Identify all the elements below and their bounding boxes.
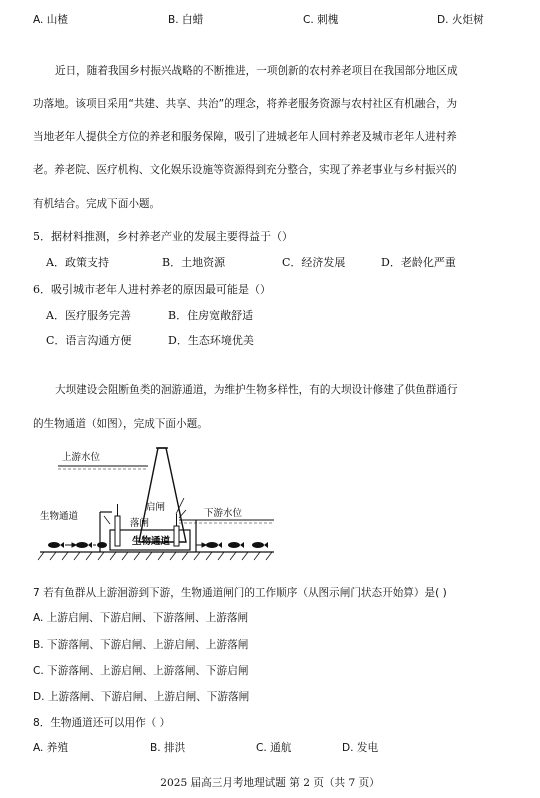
passage-line: 大坝建设会阻断鱼类的洄游通道，为维护生物多样性，有的大坝设计修建了供鱼群通行 bbox=[55, 384, 458, 396]
option-a: A. 上游启闸、下游启闸、下游落闸、上游落闸 bbox=[33, 612, 249, 624]
option-c: C. 下游落闸、上游启闸、上游落闸、下游启闸 bbox=[33, 665, 249, 677]
page-footer: 2025 届高三月考地理试题 第 2 页（共 7 页） bbox=[160, 777, 380, 789]
question-stem: 6．吸引城市老年人进村养老的原因最可能是（） bbox=[33, 283, 271, 296]
option-b: B．土地资源 bbox=[162, 256, 226, 269]
option-d: D．老龄化严重 bbox=[381, 256, 456, 269]
passage-line: 有机结合。完成下面小题。 bbox=[33, 198, 161, 210]
label-channel-inner: 生物通道 bbox=[132, 536, 171, 547]
question-stem: 8．生物通道还可以用作（ ） bbox=[33, 717, 171, 729]
question-stem: 5．据材料推测，乡村养老产业的发展主要得益于（） bbox=[33, 230, 293, 243]
label-open-gate: 启闸 bbox=[146, 502, 166, 513]
option-b: B. 排洪 bbox=[150, 742, 186, 754]
option-c: C．语言沟通方便 bbox=[46, 334, 132, 347]
option-b: B．住房宽敞舒适 bbox=[168, 309, 254, 322]
option-a: A. 山楂 bbox=[33, 14, 68, 26]
question-stem: 7 若有鱼群从上游洄游到下游，生物通道闸门的工作顺序（从图示闸门状态开始算）是( ) bbox=[33, 587, 447, 599]
passage-line: 近日，随着我国乡村振兴战略的不断推进，一项创新的农村养老项目在我国部分地区成 bbox=[55, 65, 458, 77]
riverbed-hatching bbox=[38, 552, 272, 560]
option-d: D．生态环境优美 bbox=[168, 334, 254, 347]
option-d: D. 上游落闸、下游启闸、上游启闸、下游落闸 bbox=[33, 691, 250, 703]
option-a: A. 养殖 bbox=[33, 742, 68, 754]
option-a: A．政策支持 bbox=[46, 256, 109, 269]
option-c: C．经济发展 bbox=[282, 256, 346, 269]
option-c: C. 通航 bbox=[256, 742, 292, 754]
option-b: B. 白蜡 bbox=[168, 14, 204, 26]
option-b: B. 下游落闸、下游启闸、上游启闸、上游落闸 bbox=[33, 639, 249, 651]
upstream-gate bbox=[115, 516, 120, 546]
label-channel: 生物通道 bbox=[40, 511, 79, 522]
label-downstream: 下游水位 bbox=[204, 508, 243, 519]
passage-line: 老。养老院、医疗机构、文化娱乐设施等资源得到充分整合，实现了养老事业与乡村振兴的 bbox=[33, 164, 457, 176]
option-d: D. 火炬树 bbox=[437, 14, 484, 26]
passage-line: 的生物通道（如图），完成下面小题。 bbox=[33, 418, 208, 430]
option-c: C. 刺槐 bbox=[303, 14, 339, 26]
passage-line: 功落地。该项目采用“共建、共享、共治”的理念，将养老服务资源与农村社区有机融合，为 bbox=[33, 98, 458, 110]
option-a: A．医疗服务完善 bbox=[46, 309, 131, 322]
passage-line: 当地老年人提供全方位的养老和服务保障，吸引了进城老年人回村养老及城市老年人进村养 bbox=[33, 131, 457, 143]
label-drop-gate: 落闸 bbox=[130, 518, 150, 529]
downstream-gate bbox=[174, 526, 179, 546]
label-upstream: 上游水位 bbox=[62, 452, 101, 463]
option-d: D. 发电 bbox=[342, 742, 379, 754]
dam-fish-channel-diagram bbox=[36, 440, 276, 572]
